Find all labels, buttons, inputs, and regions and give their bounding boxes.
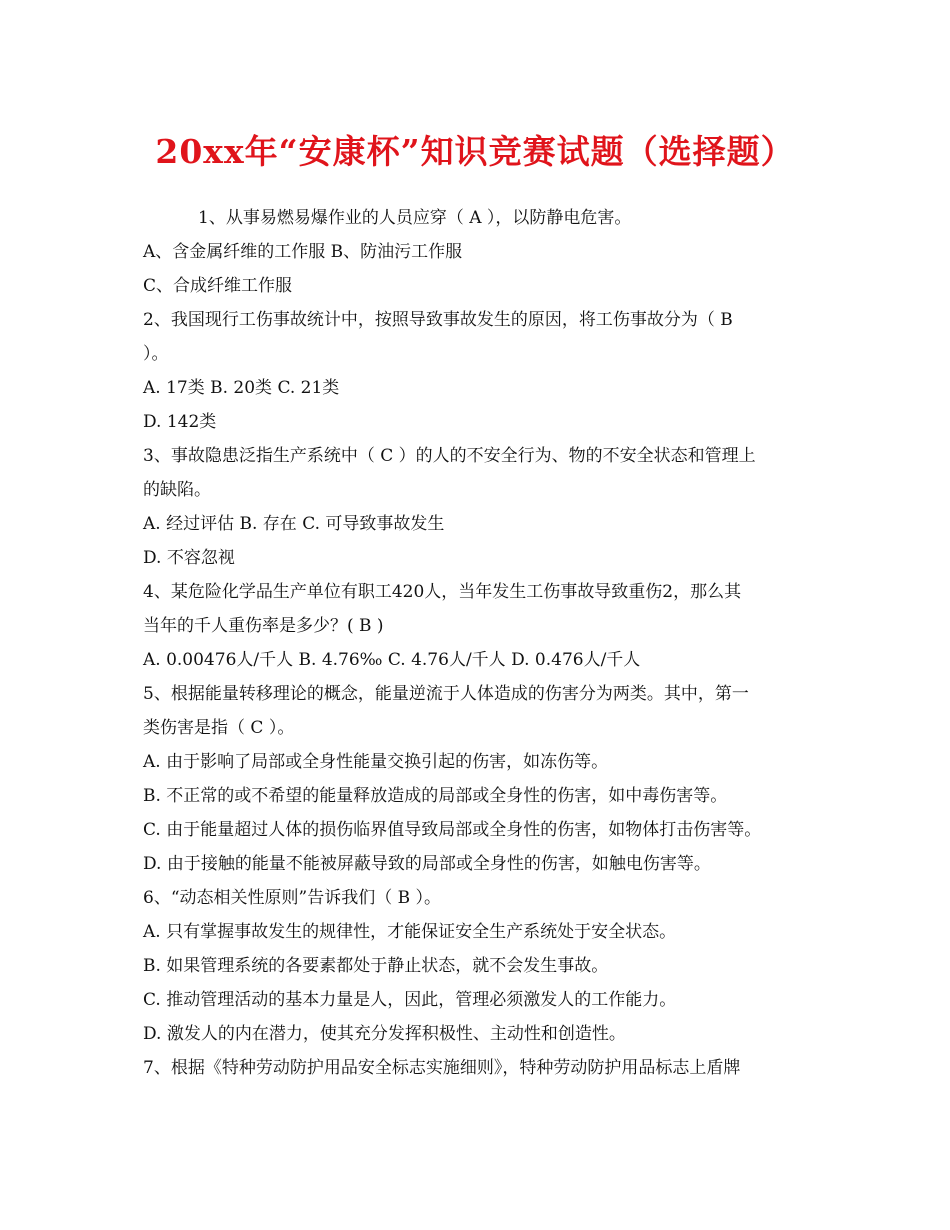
question-2-text: 2、我国现行工伤事故统计中，按照导致事故发生的原因，将工伤事故分为（ B [143,310,733,330]
question-3-option-d: D. 不容忽视 [143,548,235,568]
question-3-options-abc: A. 经过评估 B. 存在 C. 可导致事故发生 [143,514,445,534]
question-1-options-ab: A、含金属纤维的工作服 B、防油污工作服 [143,242,463,262]
question-1-option-c: C、合成纤维工作服 [143,276,293,296]
document-title: 20xx年“安康杯”知识竞赛试题（选择题） [155,132,795,171]
question-2-text-cont: ）。 [143,344,169,364]
question-6-option-a: A. 只有掌握事故发生的规律性，才能保证安全生产系统处于安全状态。 [143,922,677,942]
question-2-option-d: D. 142类 [143,412,217,432]
question-6-text: 6、“动态相关性原则”告诉我们（ B ）。 [143,888,441,908]
question-5-text: 5、根据能量转移理论的概念，能量逆流于人体造成的伤害分为两类。其中，第一 [143,684,749,704]
question-3-text: 3、事故隐患泛指生产系统中（ C ）的人的不安全行为、物的不安全状态和管理上 [143,446,756,466]
question-5-option-d: D. 由于接触的能量不能被屏蔽导致的局部或全身性的伤害，如触电伤害等。 [143,854,711,874]
question-5-text-cont: 类伤害是指（ C ）。 [143,718,295,738]
question-4-options: A. 0.00476人/千人 B. 4.76‰ C. 4.76人/千人 D. 0.476人/千人 [143,650,641,670]
question-4-text: 4、某危险化学品生产单位有职工420人，当年发生工伤事故导致重伤2，那么其 [143,582,742,602]
question-6-option-d: D. 激发人的内在潜力，使其充分发挥积极性、主动性和创造性。 [143,1024,626,1044]
question-5-option-a: A. 由于影响了局部或全身性能量交换引起的伤害，如冻伤等。 [143,752,609,772]
question-3-text-cont: 的缺陷。 [143,480,211,500]
question-2-options-abc: A. 17类 B. 20类 C. 21类 [143,378,340,398]
question-5-option-b: B. 不正常的或不希望的能量释放造成的局部或全身性的伤害，如中毒伤害等。 [143,786,728,806]
question-7-text: 7、根据《特种劳动防护用品安全标志实施细则》，特种劳动防护用品标志上盾牌 [143,1058,741,1078]
question-6-option-b: B. 如果管理系统的各要素都处于静止状态，就不会发生事故。 [143,956,609,976]
question-5-option-c: C. 由于能量超过人体的损伤临界值导致局部或全身性的伤害，如物体打击伤害等。 [143,820,762,840]
question-6-option-c: C. 推动管理活动的基本力量是人，因此，管理必须激发人的工作能力。 [143,990,677,1010]
question-4-text-cont: 当年的千人重伤率是多少？( B ) [143,616,384,636]
question-1-text: 1、从事易燃易爆作业的人员应穿（ A ），以防静电危害。 [198,208,632,228]
